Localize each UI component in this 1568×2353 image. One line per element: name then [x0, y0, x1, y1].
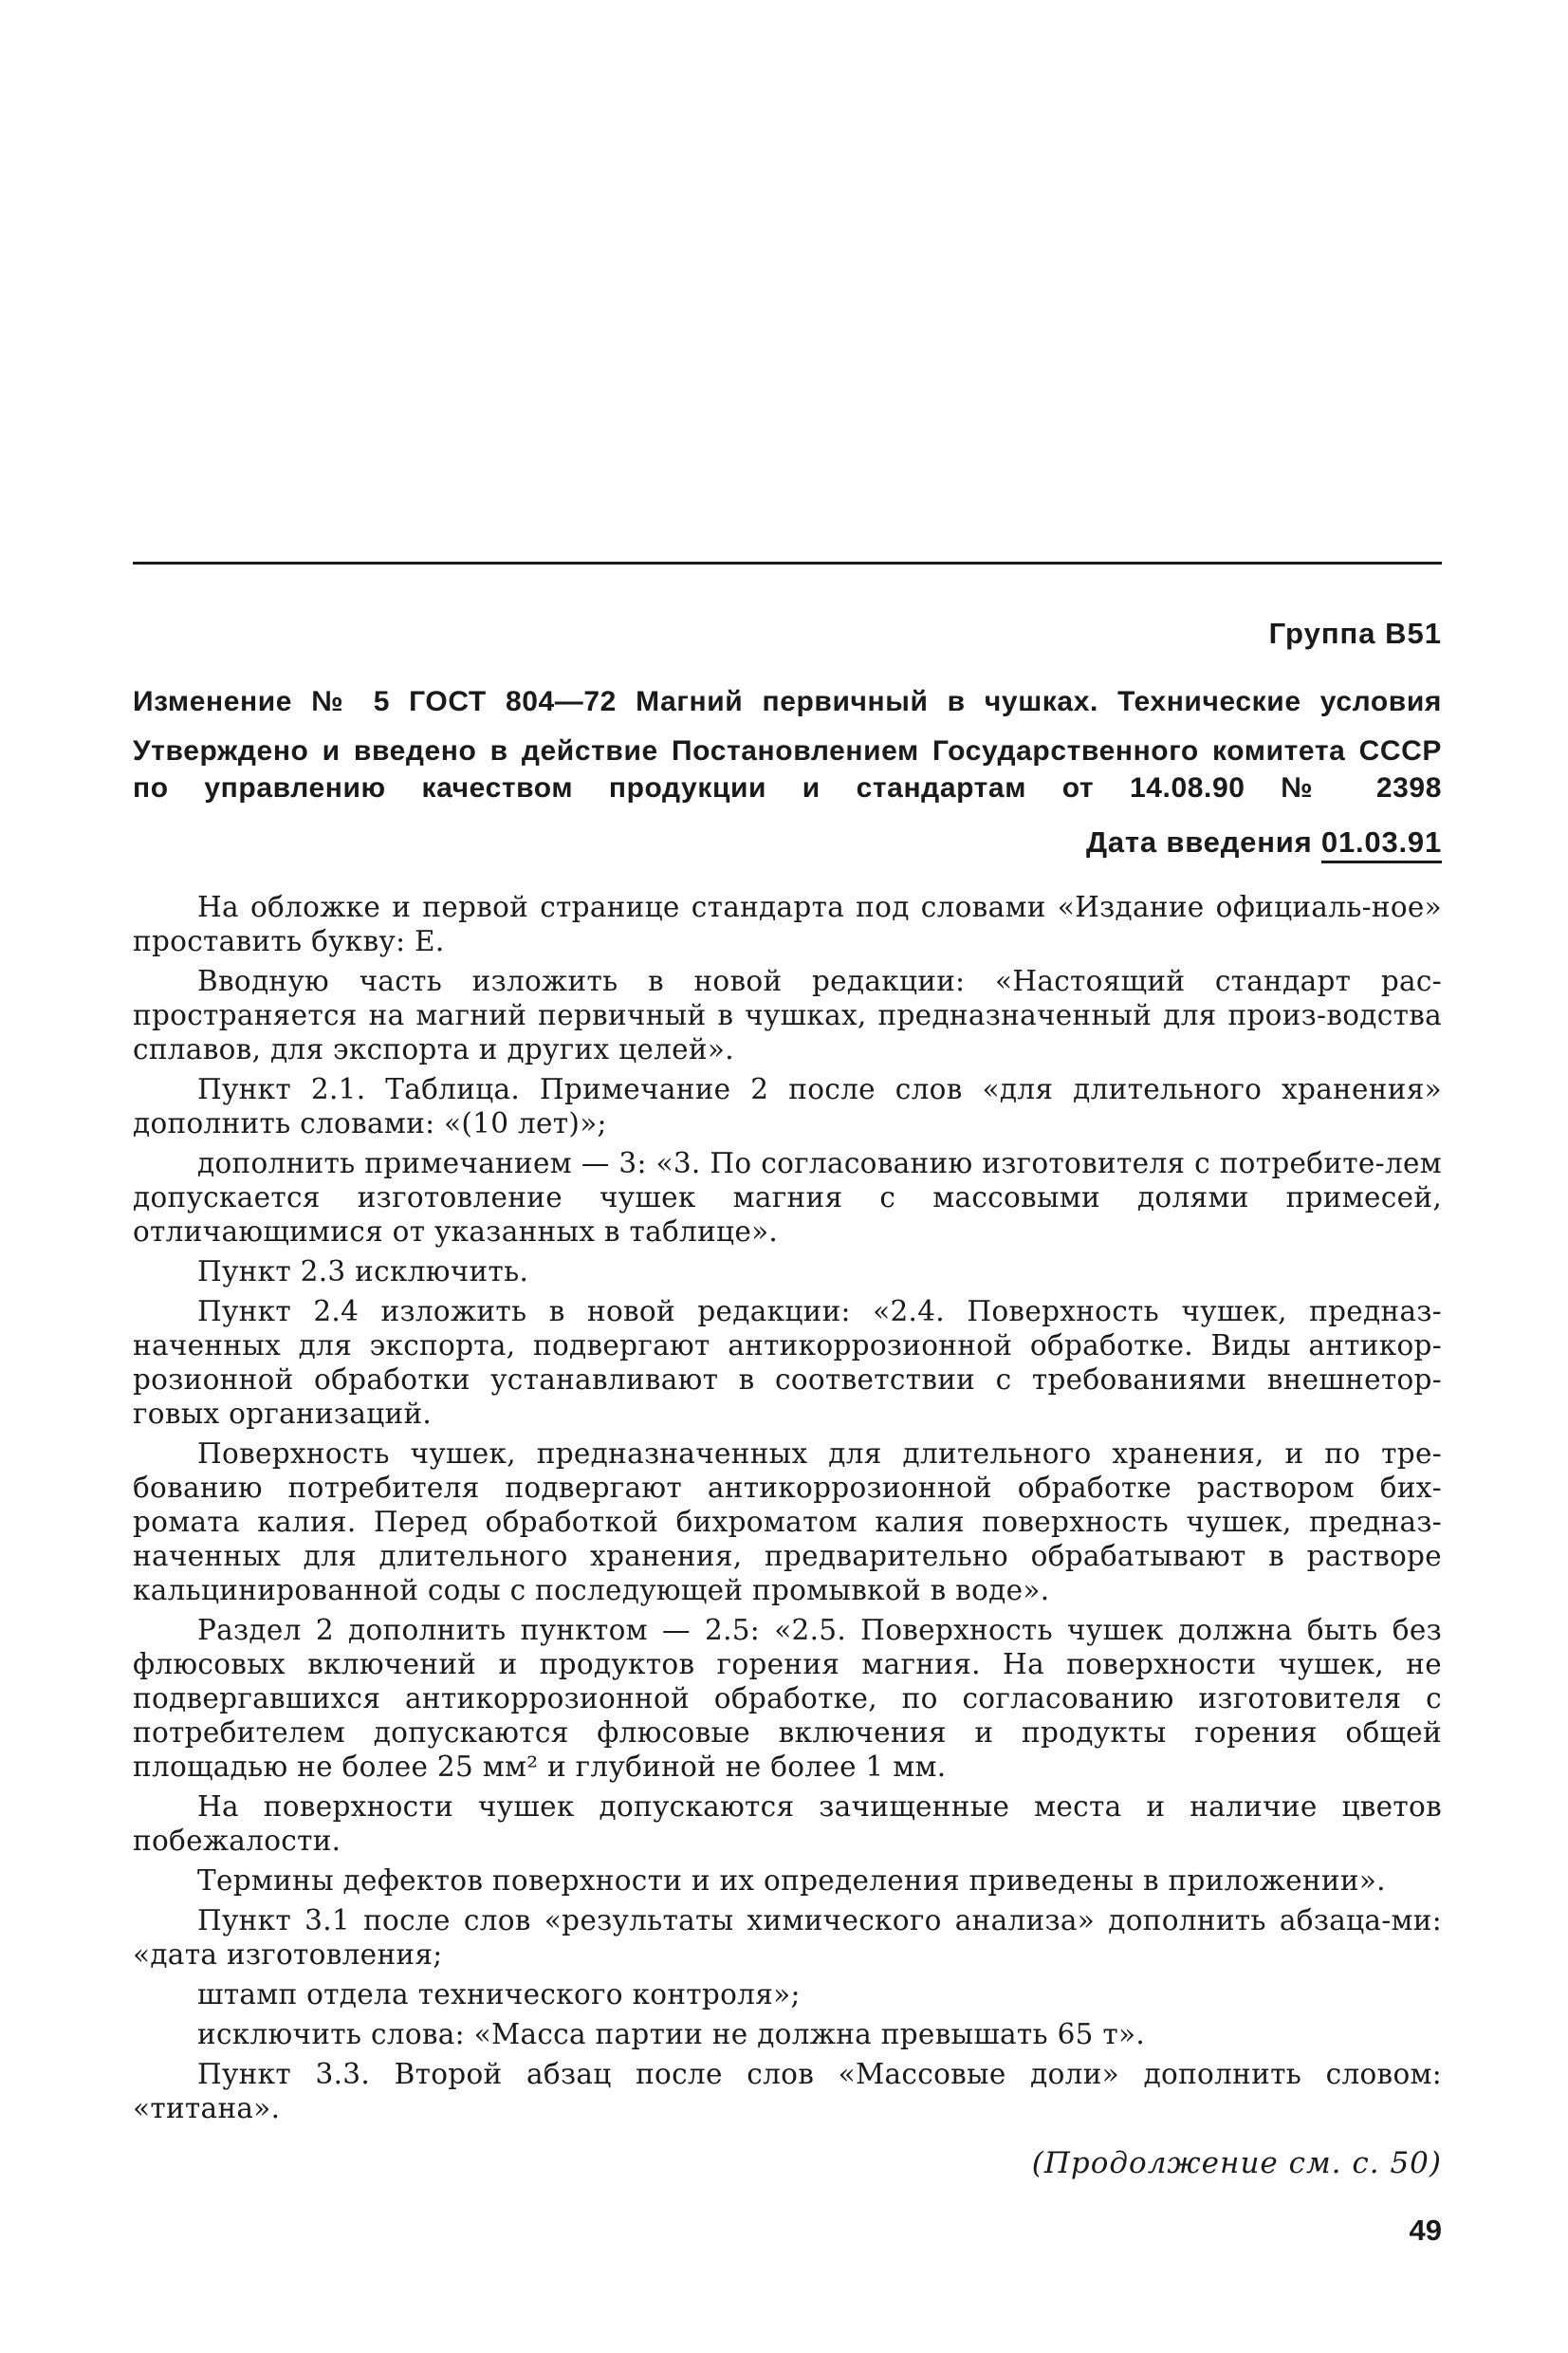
body-text: [133, 890, 1442, 2131]
paragraph: Пункт 2.4 изложить в новой редакции: «2.4. Поверхность чушек, предназ-наченных для экспорта, подвергают антикоррозионной обработке. Виды антикор-розионной обработки устанавливают в соответствии с требованиями внешнетор-говых организаций.: [133, 1295, 1442, 1430]
paragraph: Поверхность чушек, предназначенных для длительного хранения, и по тре-бованию потребителя подвергают антикоррозионной обработке раствором бих-ромата калия. Перед обработкой бихроматом калия поверхность чушек, предназ-наченных для длительного хранения, предварительно обрабатывают в растворе кальцинированной соды с последующей промывкой в воде».: [133, 1437, 1442, 1606]
introduction-date: [1086, 825, 1442, 860]
top-rule: [133, 562, 1442, 565]
approval-statement: Утверждено и введено в действие Постановлением Государственного комитета СССР по управлению качеством продукции и стандартам от 14.08.90 № 2398: [133, 735, 1442, 804]
paragraph: исключить слова: «Масса партии не должна превышать 65 т».: [197, 2018, 1146, 2050]
paragraph: Пункт 3.3. Второй абзац после слов «Массовые доли» дополнить словом: «титана».: [133, 2058, 1442, 2124]
paragraph: штамп отдела технического контроля»;: [197, 1978, 801, 2010]
paragraph: Вводную часть изложить в новой редакции: «Настоящий стандарт рас-пространяется на магний первичный в чушках, предназначенный для произ-водства сплавов, для экспорта и других целей».: [133, 965, 1442, 1065]
paragraph: Раздел 2 дополнить пунктом — 2.5: «2.5. Поверхность чушек должна быть без флюсовых включений и продуктов горения магния. На поверхности чушек, не подвергавшихся антикоррозионной обработке, по согласованию изготовителя с потребителем допускаются флюсовые включения и продукты горения общей площадью не более 25 мм² и глубиной не более 1 мм.: [133, 1614, 1442, 1783]
date-label: Дата введения: [1086, 825, 1313, 859]
page-number: 49: [1409, 2214, 1442, 2247]
paragraph: Пункт 2.1. Таблица. Примечание 2 после слов «для длительного хранения» дополнить словами: «(10 лет)»;: [133, 1073, 1442, 1139]
paragraph: Термины дефектов поверхности и их определения приведены в приложении».: [197, 1864, 1386, 1897]
paragraph: На обложке и первой странице стандарта под словами «Издание официаль-ное» проставить букву: Е.: [133, 891, 1442, 957]
paragraph: На поверхности чушек допускаются зачищенные места и наличие цветов побежалости.: [133, 1790, 1442, 1857]
continuation-note: (Продолжение см. с. 50): [1031, 2146, 1442, 2180]
change-title: Изменение № 5 ГОСТ 804—72 Магний первичный в чушках. Технические условия: [133, 686, 1442, 717]
paragraph: дополнить примечанием — 3: «3. По согласованию изготовителя с потребите-лем допускается изготовление чушек магния с массовыми долями примесей, отличающимися от указанных в таблице».: [133, 1147, 1442, 1248]
group-code: Группа В51: [1268, 617, 1442, 650]
document-page: [133, 0, 1442, 2353]
date-value: 01.03.91: [1321, 825, 1442, 863]
paragraph: Пункт 2.3 исключить.: [197, 1255, 529, 1288]
paragraph: Пункт 3.1 после слов «результаты химического анализа» дополнить абзаца-ми: «дата изготовления;: [133, 1904, 1442, 1971]
